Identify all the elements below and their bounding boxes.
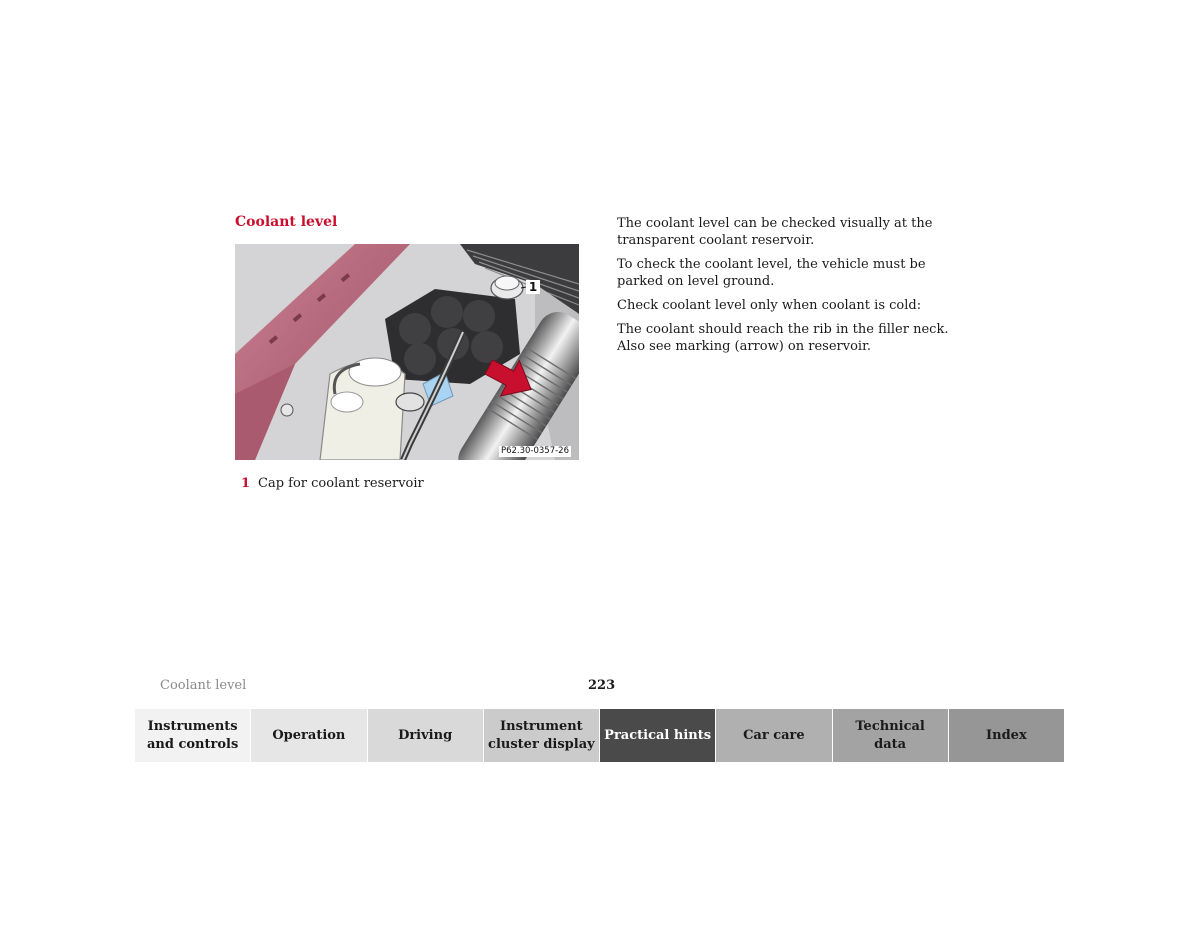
tab-practical-hints[interactable]: Practical hints <box>600 709 716 762</box>
instructions-text <box>617 215 967 362</box>
tab-driving[interactable]: Driving <box>368 709 484 762</box>
engine-bay-illustration <box>235 244 579 460</box>
callout-number: 1 <box>526 280 540 294</box>
section-title: Coolant level <box>235 214 338 230</box>
tab-technical-data[interactable]: Technical data <box>833 709 949 762</box>
paragraph: The coolant should reach the rib in the filler neck. Also see marking (arrow) on reservoir. <box>617 322 949 354</box>
figure-code: P62.30-0357-26 <box>500 446 569 456</box>
tab-operation[interactable]: Operation <box>251 709 367 762</box>
tab-car-care[interactable]: Car care <box>716 709 832 762</box>
paragraph: Check coolant level only when coolant is cold: <box>617 298 922 313</box>
tab-index[interactable]: Index <box>949 709 1064 762</box>
paragraph: To check the coolant level, the vehicle must be parked on level ground. <box>617 257 926 289</box>
legend-text: Cap for coolant reservoir <box>258 476 424 491</box>
paragraph: The coolant level can be checked visually at the transparent coolant reservoir. <box>617 216 933 248</box>
legend-number: 1 <box>241 476 251 491</box>
figure-legend <box>241 476 424 491</box>
tab-instruments-and-controls[interactable]: Instruments and controls <box>135 709 251 762</box>
footer-section-label: Coolant level <box>160 678 247 693</box>
engine-bay-drawing <box>235 244 579 460</box>
chapter-tab-bar <box>135 709 1064 762</box>
tab-instrument-cluster-display[interactable]: Instrument cluster display <box>484 709 600 762</box>
page-number: 223 <box>588 678 616 693</box>
